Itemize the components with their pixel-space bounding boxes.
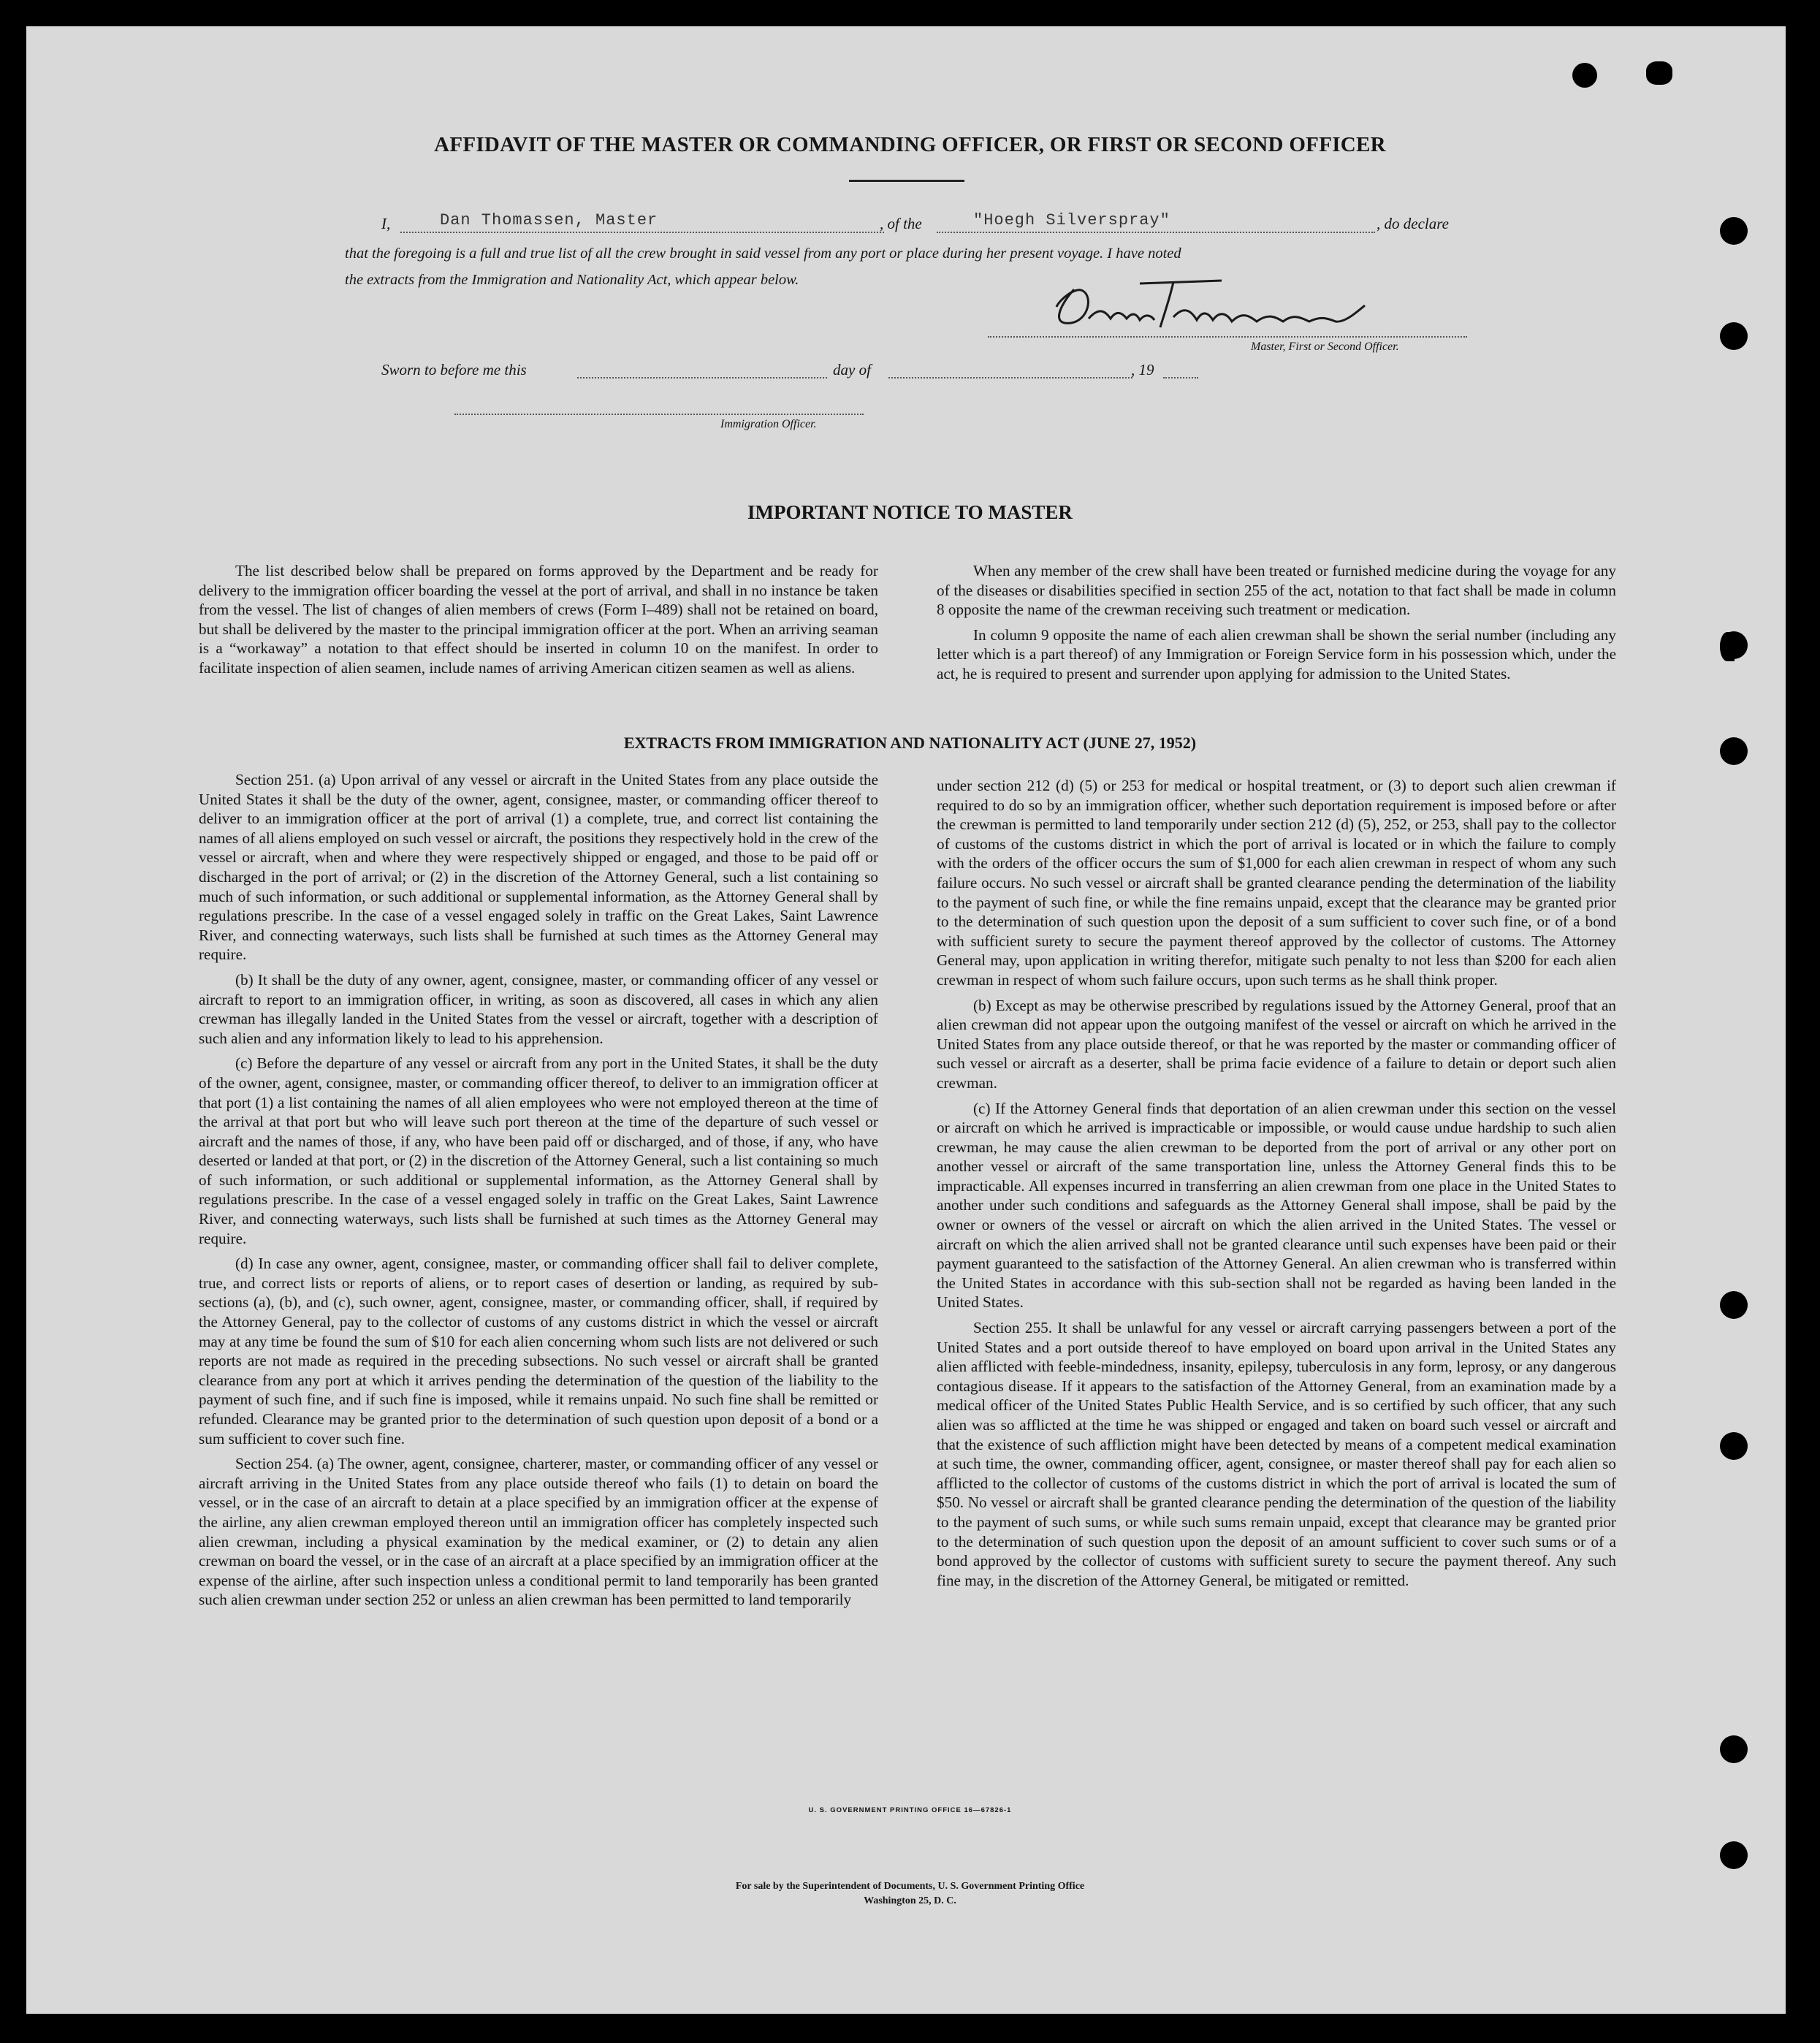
vessel-line: [937, 232, 1375, 233]
section-251b: (b) It shall be the duty of any owner, agent, consignee, master, or commanding officer of any vessel or aircraft to report to an immigration officer, in writing, as soon as discovered, all cases in which any alien crewman has illegally landed in the United States from the vessel or aircraft, together with a description of such alien and any information likely to lead to his apprehension.: [199, 970, 878, 1047]
day-of-label: day of: [833, 361, 871, 378]
statement-line-2: the extracts from the Immigration and Nationality Act, which appear below.: [345, 272, 799, 288]
section-254c: (c) If the Attorney General finds that deportation of an alien crewman under this section on the vessel or aircraft on which he arrived is impracticable or impossible, or would cause undue hardship to such alien crewman, he may cause the alien crewman to be deported from the port of arrival or any other port on another vessel or aircraft of the same transportation line, unless the Attorney General finds this to be impracticable. All expenses incurred in transferring an alien crewman from one place in the United States to another under such conditions and safeguards as the Attorney General shall impose, shall be paid by the owner or owners of the vessel or aircraft on which the alien arrived in the United States. The vessel or aircraft on which the alien arrived shall not be granted clearance until such expenses have been paid or their payment guaranteed to the satisfaction of the Attorney General. An alien crewman who is transferred within the United States in accordance with this sub-section shall not be regarded as having been landed in the United States.: [937, 1099, 1616, 1312]
punch-hole: [1720, 1735, 1748, 1763]
immigration-officer-line[interactable]: [454, 414, 864, 415]
punch-hole: [1572, 63, 1597, 88]
punch-hole: [1720, 632, 1735, 661]
year-label: , 19: [1131, 361, 1154, 378]
sworn-day-line[interactable]: [577, 377, 827, 378]
section-251a: Section 251. (a) Upon arrival of any vessel or aircraft in the United States from any place outside the United States it shall be the duty of the owner, agent, consignee, master, or commanding officer thereof to deliver to an immigration officer at the port of arrival (1) a complete, true, and correct list containing the names of all aliens employed on such vessel or aircraft, the positions they respectively hold in the crew of the vessel or aircraft, when and where they were respectively shipped or engaged, and those to be paid off or discharged in the port of arrival; or (2) in the discretion of the Attorney General, such a list containing so much of such information, or such additional or supplemental information, as the Attorney General shall by regulations prescribe. In the case of a vessel engaged solely in traffic on the Great Lakes, Saint Lawrence River, and connecting waterways, such lists shall be furnished at such times as the Attorney General may require.: [199, 771, 878, 964]
affidavit-title: AFFIDAVIT OF THE MASTER OR COMMANDING OFFICER, OR FIRST OR SECOND OFFICER: [434, 133, 1386, 156]
punch-hole: [1720, 217, 1748, 245]
immigration-officer-caption: Immigration Officer.: [720, 418, 817, 430]
punch-hole: [1720, 322, 1748, 350]
notice-paragraph: The list described below shall be prepared on forms approved by the Department and be ready for delivery to the immigration officer boarding the vessel at the port of arrival, and shall in no instance be taken from the vessel. The list of changes of alien members of crews (Form I–489) shall not be retained on board, but shall be delivered by the master to the principal immigration officer at the port. When an arriving seaman is a “workaway” a notation to that effect should be inserted in column 10 on the manifest. In order to facilitate inspection of alien seamen, include names of arriving American citizen seamen as well as aliens.: [199, 562, 878, 677]
extracts-left-column: [199, 770, 878, 1616]
section-254a-continued: under section 212 (d) (5) or 253 for medical or hospital treatment, or (3) to deport such alien crewman if required to do so by an immigration officer, whether such deportation requirement is imposed before or after the crewman is permitted to land temporarily under section 212 (d) (5), 252, or 253, shall pay to the collector of customs of the customs district in which the port of arrival is located or in which the failure to comply with the orders of the officer occurs the sum of $1,000 for each alien crewman in respect of whom any such failure occurs. No such vessel or aircraft shall be granted clearance pending the determination of the liability to the payment of such fine, or while the fine remains unpaid, except that the clearance may be granted prior to the determination of such question upon the deposit of a sum sufficient to cover such fine, or of a bond with sufficient surety to secure the payment thereof approved by the collector of customs. The Attorney General may, upon application in writing therefor, mitigate such penalty to not less than $200 for each alien crewman in respect of whom such failure occurs, upon such terms as he shall think proper.: [937, 777, 1616, 989]
notice-left-column: [199, 561, 878, 684]
punch-hole: [1646, 61, 1672, 85]
signature-caption: Master, First or Second Officer.: [1251, 340, 1399, 353]
notice-paragraph: In column 9 opposite the name of each alien crewman shall be shown the serial number (including any letter which is a part thereof) of any Immigration or Foreign Service form in his possession which, under the act, he is required to present and surrender upon applying for admission to the United States.: [937, 625, 1616, 682]
title-divider: [849, 180, 964, 182]
notice-paragraph: When any member of the crew shall have been treated or furnished medicine during the voyage for any of the diseases or disabilities specified in section 255 of the act, notation to that fact shall be made in column 8 opposite the name of the crewman receiving such treatment or medication.: [937, 562, 1616, 619]
name-line: [400, 232, 884, 233]
extracts-right-column: [937, 776, 1616, 1596]
section-251c: (c) Before the departure of any vessel or aircraft from any port in the United States, it shall be the duty of the owner, agent, consignee, master, or commanding officer thereof, to deliver to an immigration officer at that port (1) a list containing the names of all alien employees who were not employed thereon at the time of the arrival at that port but who will leave such port thereon at the time of the departure of such vessel or aircraft and the names of those, if any, who have been paid off or discharged, and of those, if any, who have deserted or landed at that port, or (2) in the discretion of the Attorney General, such a list containing so much of such information, or such additional or supplemental information, as the Attorney General shall by regulations prescribe. In the case of a vessel engaged solely in traffic on the Great Lakes, Saint Lawrence River, and connecting waterways, such lists shall be furnished at such times as the Attorney General may require.: [199, 1054, 878, 1247]
signature-line: [988, 336, 1467, 338]
statement-line-1: that the foregoing is a full and true list of all the crew brought in said vessel from any port or place during her present voyage. I have noted: [345, 246, 1181, 262]
sale-notice: [0, 1879, 1820, 1909]
sale-line-1: For sale by the Superintendent of Documents, U. S. Government Printing Office: [735, 1881, 1085, 1892]
section-254a: Section 254. (a) The owner, agent, consignee, charterer, master, or commanding officer of any vessel or aircraft arriving in the United States from any place outside thereof who fails (1) to detain on board the vessel, or in the case of an aircraft to detain at a place specified by an immigration officer at the expense of the airline, any alien crewman employed thereon until an immigration officer has completely inspected such alien crewman, including a physical examination by the medical examiner, or (2) to detain any alien crewman on board the vessel, or in the case of an aircraft at a place specified by an immigration officer at the expense of the airline, after such inspection unless a conditional permit to land temporarily has been granted such alien crewman under section 252 or unless an alien crewman has been permitted to land temporarily: [199, 1455, 878, 1609]
master-name-field[interactable]: Dan Thomassen, Master: [440, 211, 658, 229]
vessel-name-field[interactable]: "Hoegh Silverspray": [973, 211, 1170, 229]
of-the-label: , of the: [880, 215, 922, 232]
sworn-month-line[interactable]: [888, 377, 1132, 378]
punch-hole: [1720, 1291, 1748, 1319]
gpo-imprint: U. S. GOVERNMENT PRINTING OFFICE 16—67826-1: [808, 1806, 1012, 1814]
master-signature: [1030, 262, 1396, 342]
notice-right-column: [937, 561, 1616, 690]
do-declare-label: , do declare: [1377, 215, 1449, 232]
section-254b: (b) Except as may be otherwise prescribed by regulations issued by the Attorney General, proof that an alien crewman did not appear upon the outgoing manifest of the vessel or aircraft on which he arrived in the United States from any place outside thereof, or that he was reported by the master or commanding officer of such vessel or aircraft as a deserter, shall be prima facie evidence of a failure to detain or deport such alien crewman.: [937, 996, 1616, 1092]
section-255: Section 255. It shall be unlawful for any vessel or aircraft carrying passengers between a port of the United States and a port outside thereof to have employed on board upon arrival in the United States any alien afflicted with feeble-mindedness, insanity, epilepsy, tuberculosis in any form, leprosy, or any dangerous contagious disease. If it appears to the satisfaction of the Attorney General, from an examination made by a medical officer of the United States Public Health Service, and is so certified by such officer, that any such alien was so afflicted at the time he was shipped or engaged and taken on board such vessel or aircraft and that the existence of such affliction might have been detected by means of a competent medical examination at such time, the owner, commanding officer, agent, consignee, or master thereof shall pay for each alien so afflicted to the collector of customs of the customs district in which the port of arrival is located the sum of $50. No vessel or aircraft shall be granted clearance pending the determination of the question of the liability to the payment of such sums, or while such sums remain unpaid, except that clearance may be granted prior to the determination of such question upon the deposit of an amount sufficient to cover such sums or of a bond approved by the collector of customs with sufficient surety to secure the payment thereof. Any such fine may, in the discretion of the Attorney General, be mitigated or remitted.: [937, 1319, 1616, 1589]
i-label: I,: [381, 215, 391, 232]
punch-hole: [1720, 1432, 1748, 1460]
sale-line-2: Washington 25, D. C.: [864, 1895, 956, 1906]
sworn-label: Sworn to before me this: [381, 361, 527, 378]
section-251d: (d) In case any owner, agent, consignee, master, or commanding officer shall fail to deliver complete, true, and correct lists or reports of aliens, or to report cases of desertion or landing, as required by sub-sections (a), (b), and (c), such owner, agent, consignee, master, or commanding officer, shall, if required by the Attorney General, pay to the collector of customs of any customs district in which the vessel or aircraft may at any time be found the sum of $10 for each alien concerning whom such lists are not delivered or such reports are not made as required in the preceding subsections. No such vessel or aircraft shall be granted clearance from any port at which it arrives pending the determination of the question of the liability to the payment of such fine, and if such fine is imposed, while it remains unpaid. No such fine shall be remitted or refunded. Clearance may be granted prior to the determination of such question upon deposit of a bond or a sum sufficient to cover such fine.: [199, 1255, 878, 1447]
notice-title: IMPORTANT NOTICE TO MASTER: [747, 501, 1073, 523]
extracts-title: EXTRACTS FROM IMMIGRATION AND NATIONALITY ACT (JUNE 27, 1952): [623, 734, 1197, 752]
sworn-year-line[interactable]: [1163, 377, 1198, 378]
punch-hole: [1720, 1841, 1748, 1869]
